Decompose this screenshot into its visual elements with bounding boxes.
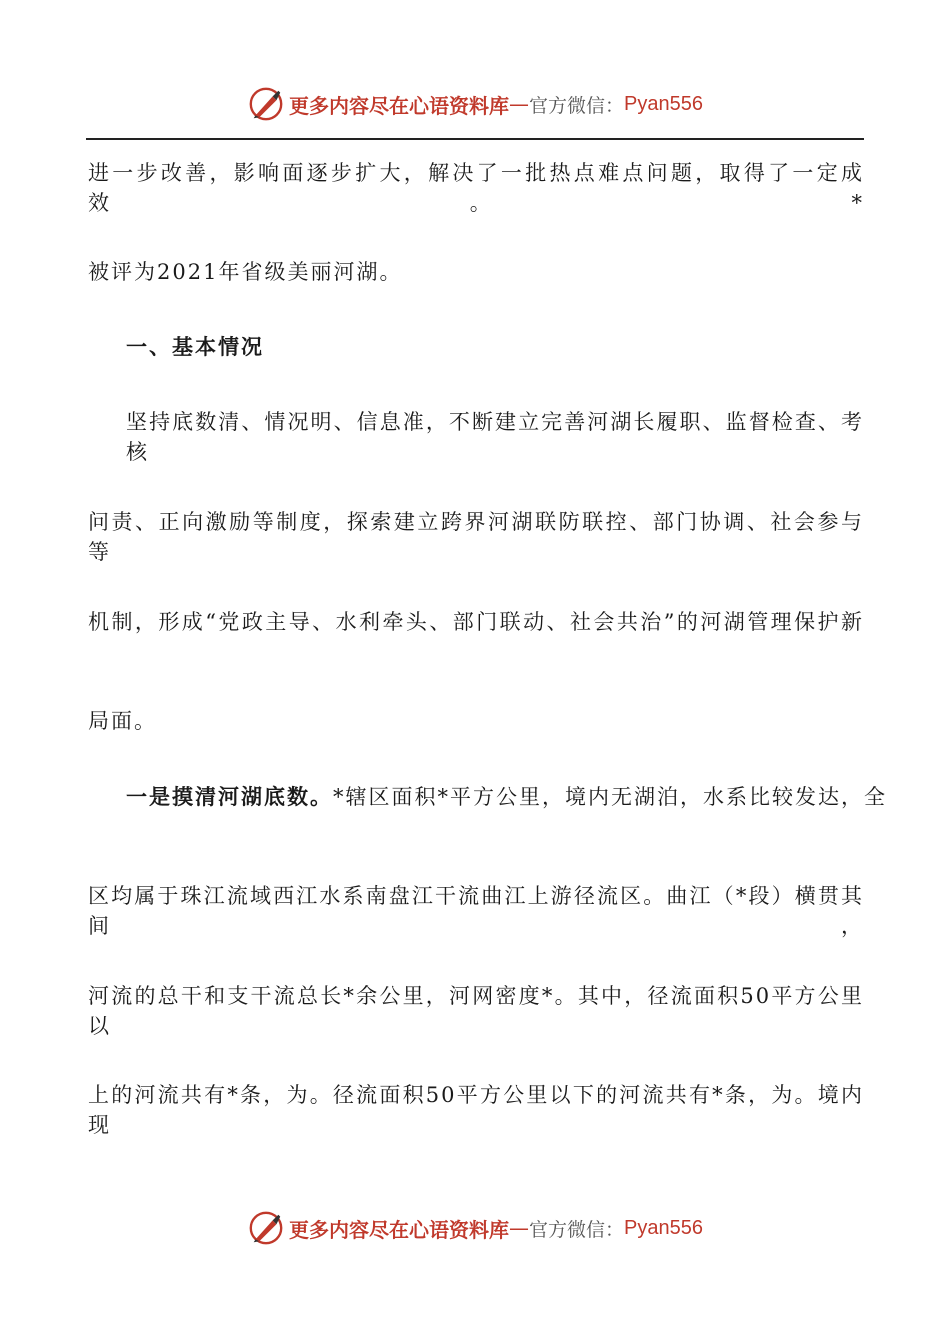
pen-logo-icon: [247, 1209, 285, 1247]
banner-dash: —: [509, 1216, 529, 1240]
banner-wechat-label: 官方微信：: [529, 1218, 625, 1241]
banner-wechat-id: Pyan556: [624, 92, 703, 115]
header-rule: [86, 138, 864, 140]
paragraph-1-line-1: 坚持底数清、情况明、信息准，不断建立完善河湖长履职、监督检查、考核: [126, 410, 864, 464]
banner-dash: —: [509, 92, 529, 116]
paragraph-1-line-4: 局面。: [88, 709, 157, 733]
paragraph-2-line-4: 上的河流共有*条，为。径流面积50平方公里以下的河流共有*条，为。境内现: [88, 1083, 864, 1137]
paragraph-2-lead: 一是摸清河湖底数。: [126, 784, 333, 809]
paragraph-2-line-1: [126, 782, 887, 812]
body-line-2: 被评为2021年省级美丽河湖。: [88, 260, 403, 284]
paragraph-2-line-1-text: *辖区面积*平方公里，境内无湖泊，水系比较发达，全: [333, 785, 887, 809]
section-heading: 一、基本情况: [126, 334, 264, 359]
paragraph-1-line-2: 问责、正向激励等制度，探索建立跨界河湖联防联控、部门协调、社会参与等: [88, 510, 864, 564]
banner-wechat-id: Pyan556: [624, 1216, 703, 1239]
banner-site-name: 更多内容尽在心语资料库: [289, 1217, 509, 1242]
paragraph-2-line-3: 河流的总干和支干流总长*余公里，河网密度*。其中，径流面积50平方公里以: [88, 984, 864, 1038]
banner-site-name: 更多内容尽在心语资料库: [289, 93, 509, 118]
banner-wechat-label: 官方微信：: [529, 94, 625, 117]
pen-logo-icon: [247, 85, 285, 123]
body-line-1: 进一步改善，影响面逐步扩大，解决了一批热点难点问题，取得了一定成效。*: [88, 161, 864, 215]
paragraph-2-line-2: 区均属于珠江流域西江水系南盘江干流曲江上游径流区。曲江（*段）横贯其间，: [88, 884, 864, 938]
paragraph-1-line-3: 机制，形成“党政主导、水利牵头、部门联动、社会共治”的河湖管理保护新: [88, 610, 864, 634]
footer-banner: [0, 1208, 950, 1248]
header-banner: [0, 84, 950, 124]
